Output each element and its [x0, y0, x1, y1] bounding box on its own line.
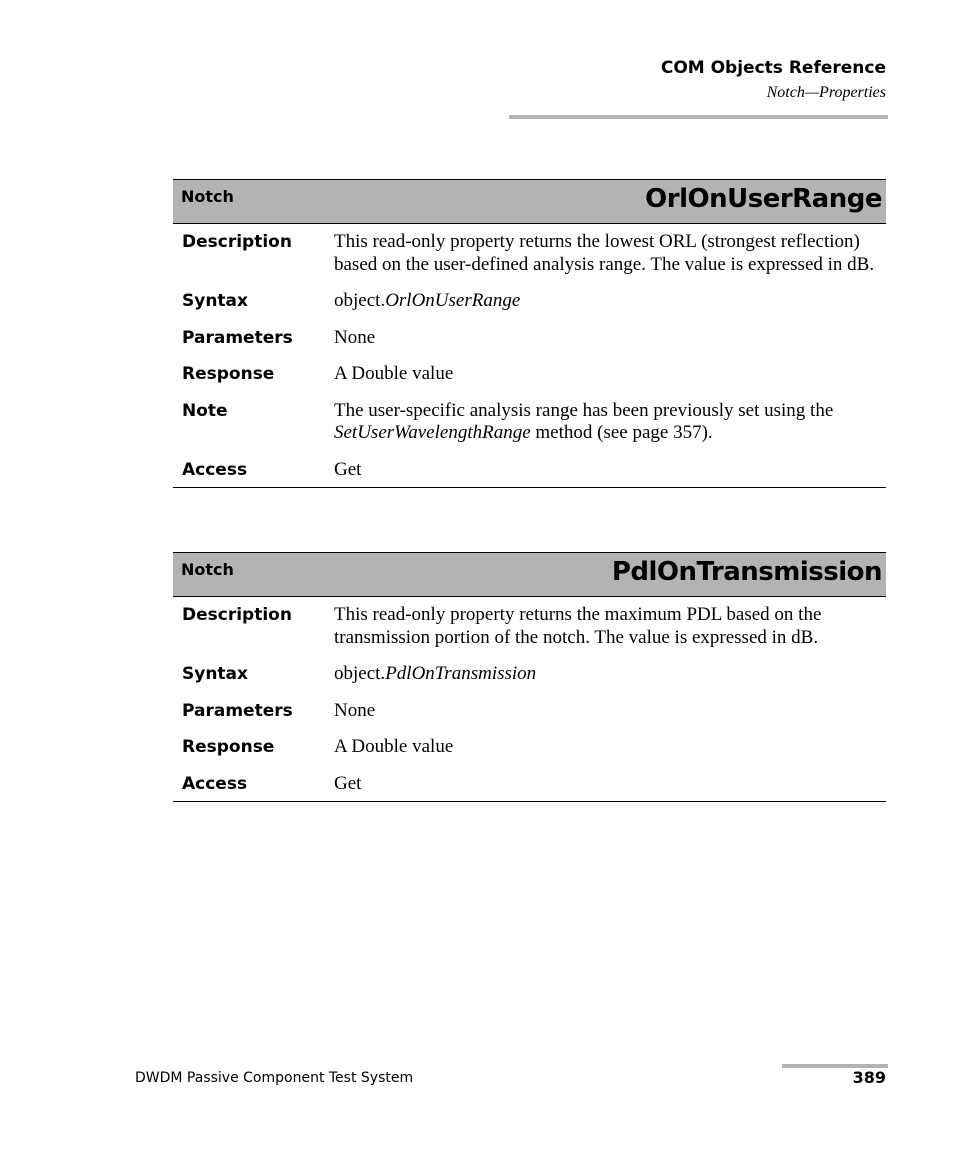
row-label: Access	[182, 773, 248, 794]
row-label: Parameters	[182, 327, 293, 348]
row-label: Access	[182, 459, 248, 480]
row-value	[334, 290, 886, 313]
response-row	[173, 355, 886, 392]
syntax-row	[173, 655, 886, 692]
syntax-name: PdlOnTransmission	[385, 663, 537, 684]
property-name: OrlOnUserRange	[645, 184, 882, 214]
syntax-prefix: object.	[334, 290, 386, 311]
row-value: None	[334, 699, 376, 721]
row-value: A Double value	[334, 736, 454, 757]
table-bottom-rule	[173, 801, 886, 802]
access-row	[173, 451, 886, 488]
parameters-row	[173, 692, 886, 729]
syntax-row	[173, 282, 886, 319]
row-value: This read-only property returns the maximum PDL based on the transmission portion of the notch. The value is expressed in dB.	[334, 604, 822, 648]
property-table-pdlontransmission	[173, 552, 886, 802]
row-label: Syntax	[182, 291, 248, 311]
property-name: PdlOnTransmission	[611, 557, 882, 587]
description-row	[173, 597, 886, 655]
note-after: method (see page 357).	[530, 422, 713, 443]
class-label: Notch	[181, 187, 234, 206]
row-label: Description	[182, 232, 292, 252]
property-table-orlonuserrange	[173, 179, 886, 488]
access-row	[173, 765, 886, 802]
footer-doc-title: DWDM Passive Component Test System	[135, 1070, 414, 1086]
header-rule	[509, 115, 888, 119]
header-subtitle: Notch—Properties	[766, 84, 886, 101]
description-row	[173, 224, 886, 282]
row-value	[334, 663, 886, 686]
row-value: Get	[334, 772, 362, 794]
row-label: Parameters	[182, 700, 293, 721]
note-row	[173, 392, 886, 451]
row-value: This read-only property returns the lowest ORL (strongest reflection) based on the user-defined analysis range. The value is expressed in dB.	[334, 231, 875, 275]
syntax-name: OrlOnUserRange	[385, 290, 521, 311]
row-value: A Double value	[334, 363, 454, 384]
row-label: Response	[182, 364, 275, 384]
note-method: SetUserWavelengthRange	[334, 422, 531, 443]
class-label: Notch	[181, 560, 234, 579]
row-label: Description	[182, 605, 292, 625]
table-bottom-rule	[173, 487, 886, 488]
table-header	[173, 552, 886, 597]
page-header	[661, 56, 886, 106]
row-label: Syntax	[182, 664, 248, 684]
row-value	[334, 400, 886, 445]
row-label: Note	[182, 400, 228, 421]
note-before: The user-specific analysis range has been previously set using the	[334, 399, 834, 421]
header-title: COM Objects Reference	[660, 58, 886, 78]
row-value: None	[334, 326, 376, 348]
row-value: Get	[334, 458, 362, 480]
table-header	[173, 179, 886, 224]
parameters-row	[173, 319, 886, 356]
footer-page-number: 389	[852, 1068, 886, 1087]
row-label: Response	[182, 737, 275, 757]
response-row	[173, 728, 886, 765]
syntax-prefix: object.	[334, 663, 386, 684]
